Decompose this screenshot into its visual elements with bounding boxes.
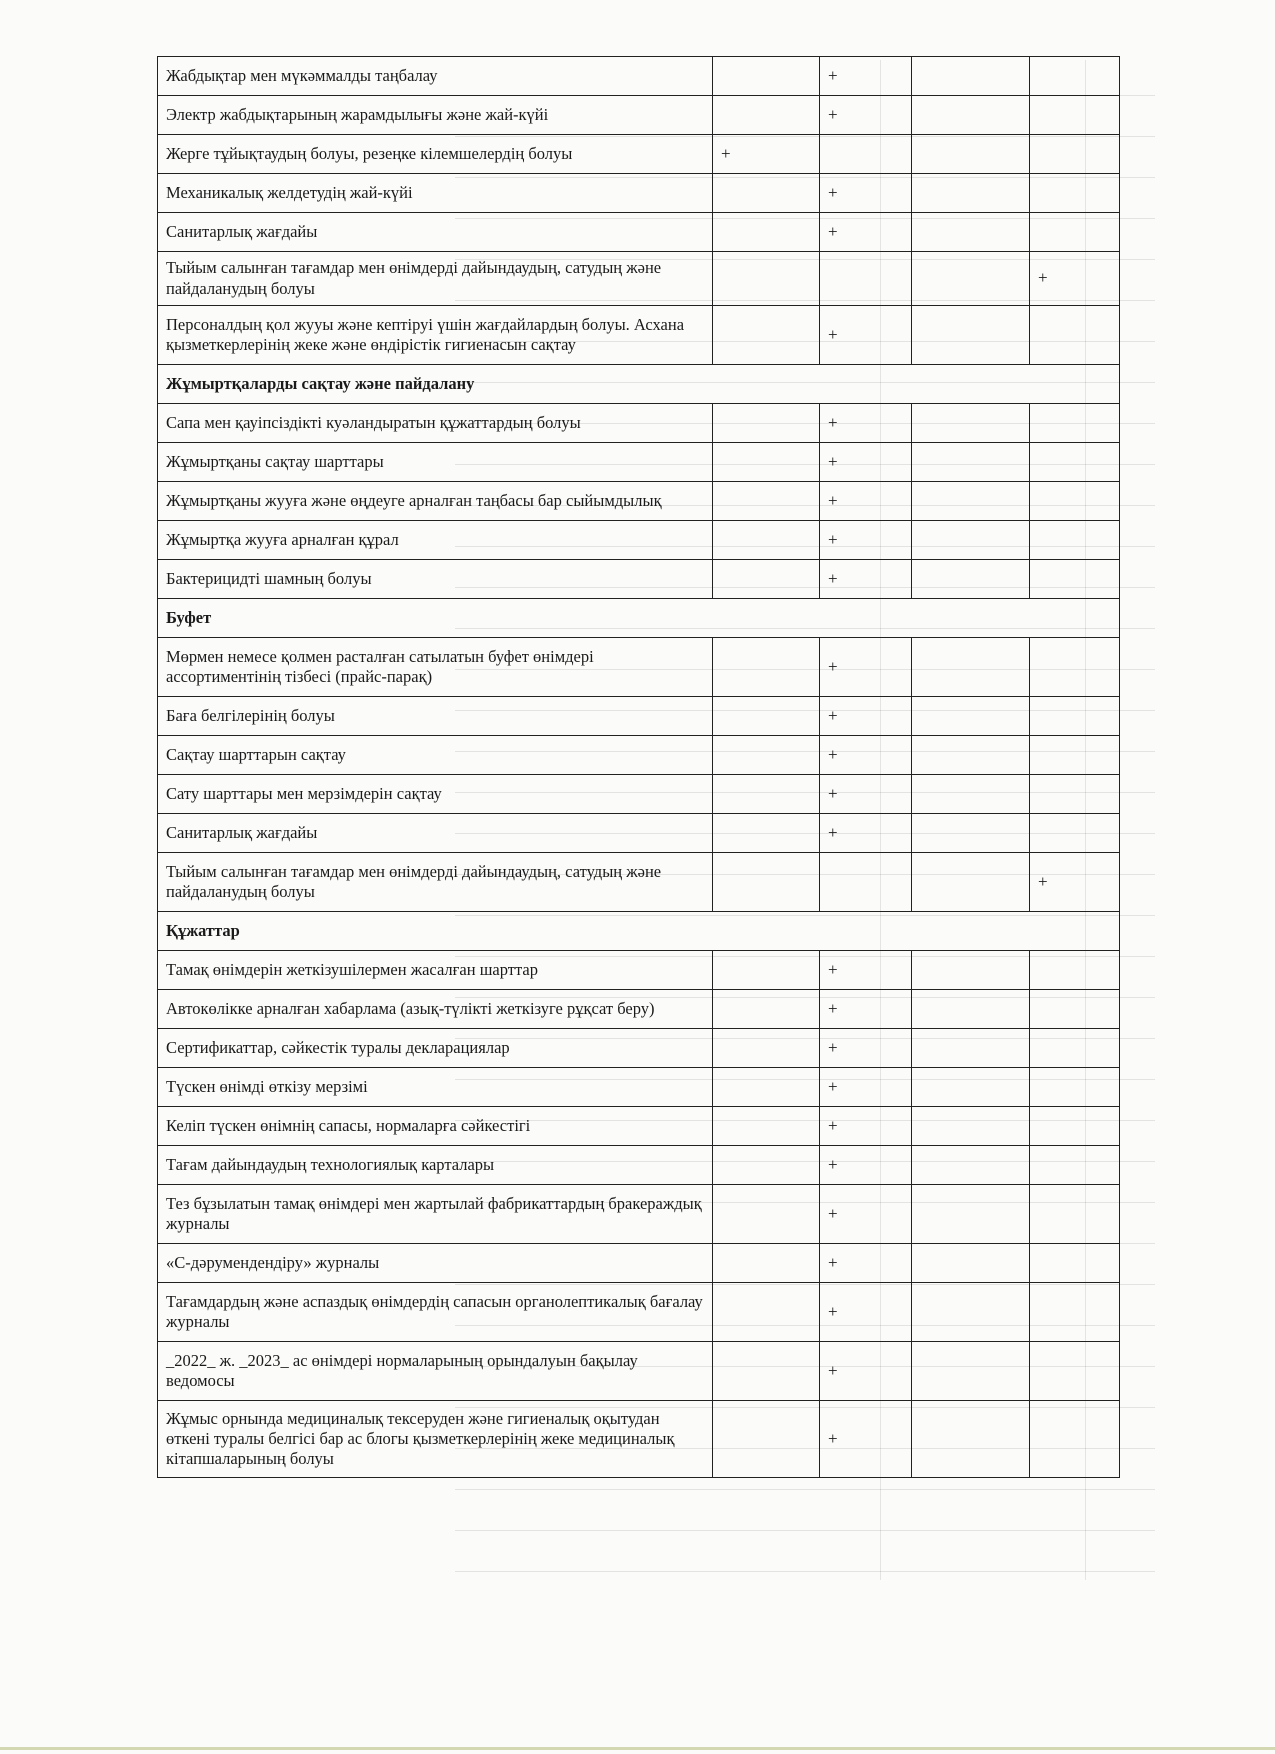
assessment-mark-c4 (1030, 736, 1120, 775)
requirement-label: Санитарлық жағдайы (158, 814, 713, 853)
assessment-mark-c4 (1030, 814, 1120, 853)
assessment-mark-c3 (912, 1107, 1030, 1146)
assessment-mark-c3 (912, 1029, 1030, 1068)
assessment-mark-c3 (912, 1342, 1030, 1401)
requirement-label: Баға белгілерінің болуы (158, 697, 713, 736)
assessment-mark-c2: + (820, 306, 912, 365)
requirement-label: Механикалық желдетудің жай-күйі (158, 174, 713, 213)
assessment-mark-c4 (1030, 96, 1120, 135)
requirement-label: Сату шарттары мен мерзімдерін сақтау (158, 775, 713, 814)
assessment-mark-c4 (1030, 443, 1120, 482)
requirement-label: Жұмыс орнында медициналық тексеруден және гигиеналық оқытудан өткені туралы белгісі бар ас блогы қызметкерлерінің жеке медициналық кітапшаларының болуы (158, 1401, 713, 1478)
assessment-mark-c3 (912, 1244, 1030, 1283)
assessment-mark-c3 (912, 638, 1030, 697)
requirement-label: Жабдықтар мен мүкәммалды таңбалау (158, 57, 713, 96)
checklist-row (158, 1068, 1120, 1107)
assessment-mark-c2: + (820, 1342, 912, 1401)
assessment-mark-c2: + (820, 697, 912, 736)
assessment-mark-c1 (713, 1401, 820, 1478)
assessment-mark-c3 (912, 1146, 1030, 1185)
assessment-mark-c3 (912, 213, 1030, 252)
assessment-mark-c1 (713, 1068, 820, 1107)
assessment-mark-c1 (713, 443, 820, 482)
requirement-label: Жұмыртқаны жууға және өңдеуге арналған таңбасы бар сыйымдылық (158, 482, 713, 521)
assessment-mark-c1 (713, 482, 820, 521)
assessment-mark-c1 (713, 990, 820, 1029)
assessment-mark-c4 (1030, 135, 1120, 174)
assessment-mark-c3 (912, 174, 1030, 213)
assessment-mark-c4 (1030, 404, 1120, 443)
requirement-label: Мөрмен немесе қолмен расталған сатылатын буфет өнімдері ассортиментінің тізбесі (прайс-парақ) (158, 638, 713, 697)
section-header-buffet (158, 599, 1120, 638)
assessment-mark-c4 (1030, 1401, 1120, 1478)
requirement-label: Тыйым салынған тағамдар мен өнімдерді дайындаудың, сатудың және пайдаланудың болуы (158, 252, 713, 306)
assessment-mark-c4 (1030, 1342, 1120, 1401)
checklist-row (158, 404, 1120, 443)
assessment-mark-c1 (713, 1185, 820, 1244)
assessment-mark-c1: + (713, 135, 820, 174)
assessment-mark-c2: + (820, 96, 912, 135)
assessment-mark-c1 (713, 252, 820, 306)
checklist-row (158, 736, 1120, 775)
checklist-row (158, 213, 1120, 252)
requirement-label: Санитарлық жағдайы (158, 213, 713, 252)
assessment-mark-c2: + (820, 1029, 912, 1068)
checklist-row (158, 1342, 1120, 1401)
requirement-label: Тағамдардың және аспаздық өнімдердің сапасын органолептикалық бағалау журналы (158, 1283, 713, 1342)
assessment-mark-c2: + (820, 521, 912, 560)
requirement-label: Электр жабдықтарының жарамдылығы және жай-күйі (158, 96, 713, 135)
requirement-label: Сапа мен қауіпсіздікті куәландыратын құжаттардың болуы (158, 404, 713, 443)
assessment-mark-c1 (713, 306, 820, 365)
assessment-mark-c2 (820, 252, 912, 306)
checklist-row (158, 697, 1120, 736)
requirement-label: Тағам дайындаудың технологиялық карталары (158, 1146, 713, 1185)
assessment-mark-c2: + (820, 638, 912, 697)
requirement-label: _2022_ ж. _2023_ ас өнімдері нормаларының орындалуын бақылау ведомосы (158, 1342, 713, 1401)
assessment-mark-c4 (1030, 1029, 1120, 1068)
assessment-mark-c4 (1030, 1283, 1120, 1342)
assessment-mark-c1 (713, 521, 820, 560)
assessment-mark-c1 (713, 814, 820, 853)
checklist-row (158, 1146, 1120, 1185)
assessment-mark-c1 (713, 1244, 820, 1283)
assessment-mark-c4 (1030, 697, 1120, 736)
assessment-mark-c2: + (820, 57, 912, 96)
assessment-mark-c3 (912, 697, 1030, 736)
assessment-mark-c3 (912, 560, 1030, 599)
requirement-label: Тамақ өнімдерін жеткізушілермен жасалған шарттар (158, 951, 713, 990)
assessment-mark-c1 (713, 951, 820, 990)
checklist-row (158, 96, 1120, 135)
requirement-label: Жұмыртқа жууға арналған құрал (158, 521, 713, 560)
assessment-mark-c2: + (820, 174, 912, 213)
assessment-mark-c3 (912, 135, 1030, 174)
checklist-row (158, 1283, 1120, 1342)
checklist-row (158, 1107, 1120, 1146)
assessment-mark-c4: + (1030, 252, 1120, 306)
section-header-eggs (158, 365, 1120, 404)
assessment-mark-c1 (713, 96, 820, 135)
assessment-mark-c3 (912, 482, 1030, 521)
assessment-mark-c4 (1030, 306, 1120, 365)
requirement-label: Жерге тұйықтаудың болуы, резеңке кілемшелердің болуы (158, 135, 713, 174)
requirement-label: Түскен өнімді өткізу мерзімі (158, 1068, 713, 1107)
assessment-mark-c4 (1030, 174, 1120, 213)
scan-edge (0, 1747, 1275, 1750)
assessment-mark-c3 (912, 1283, 1030, 1342)
assessment-mark-c1 (713, 1146, 820, 1185)
assessment-mark-c4 (1030, 638, 1120, 697)
assessment-mark-c1 (713, 1342, 820, 1401)
assessment-mark-c3 (912, 252, 1030, 306)
checklist-row (158, 951, 1120, 990)
assessment-mark-c3 (912, 1185, 1030, 1244)
checklist-row (158, 775, 1120, 814)
checklist-row (158, 638, 1120, 697)
assessment-mark-c1 (713, 57, 820, 96)
requirement-label: Сертификаттар, сәйкестік туралы декларациялар (158, 1029, 713, 1068)
assessment-mark-c3 (912, 990, 1030, 1029)
assessment-mark-c1 (713, 560, 820, 599)
assessment-mark-c1 (713, 697, 820, 736)
assessment-mark-c3 (912, 736, 1030, 775)
assessment-mark-c3 (912, 521, 1030, 560)
requirement-label: Персоналдың қол жууы және кептіруі үшін жағдайлардың болуы. Асхана қызметкерлерінің жеке және өндірістік гигиенасын сақтау (158, 306, 713, 365)
assessment-mark-c2: + (820, 1146, 912, 1185)
assessment-mark-c2: + (820, 1185, 912, 1244)
assessment-mark-c2: + (820, 736, 912, 775)
assessment-mark-c4 (1030, 990, 1120, 1029)
assessment-mark-c1 (713, 174, 820, 213)
assessment-mark-c3 (912, 853, 1030, 912)
assessment-mark-c2: + (820, 213, 912, 252)
requirement-label: Тез бұзылатын тамақ өнімдері мен жартылай фабрикаттардың бракераждық журналы (158, 1185, 713, 1244)
assessment-mark-c2: + (820, 814, 912, 853)
assessment-mark-c1 (713, 1107, 820, 1146)
assessment-mark-c2 (820, 135, 912, 174)
assessment-mark-c4 (1030, 213, 1120, 252)
assessment-mark-c1 (713, 213, 820, 252)
requirement-label: Келіп түскен өнімнің сапасы, нормаларға сәйкестігі (158, 1107, 713, 1146)
assessment-mark-c3 (912, 57, 1030, 96)
assessment-mark-c4 (1030, 482, 1120, 521)
checklist-row (158, 1401, 1120, 1478)
section-title: Жұмыртқаларды сақтау және пайдалану (158, 365, 1120, 404)
assessment-mark-c2: + (820, 482, 912, 521)
checklist-row (158, 1029, 1120, 1068)
assessment-mark-c4 (1030, 521, 1120, 560)
checklist-row (158, 990, 1120, 1029)
checklist-row (158, 814, 1120, 853)
assessment-mark-c2: + (820, 990, 912, 1029)
checklist-row (158, 1185, 1120, 1244)
assessment-mark-c2: + (820, 443, 912, 482)
checklist-row (158, 853, 1120, 912)
assessment-mark-c4 (1030, 1107, 1120, 1146)
inspection-checklist-table (157, 56, 1120, 1478)
checklist-row (158, 174, 1120, 213)
section-header-documents (158, 912, 1120, 951)
assessment-mark-c3 (912, 1068, 1030, 1107)
assessment-mark-c3 (912, 814, 1030, 853)
assessment-mark-c1 (713, 404, 820, 443)
assessment-mark-c2 (820, 853, 912, 912)
assessment-mark-c3 (912, 951, 1030, 990)
assessment-mark-c3 (912, 404, 1030, 443)
assessment-mark-c1 (713, 1283, 820, 1342)
assessment-mark-c2: + (820, 1244, 912, 1283)
assessment-mark-c4 (1030, 560, 1120, 599)
assessment-mark-c3 (912, 306, 1030, 365)
assessment-mark-c3 (912, 96, 1030, 135)
checklist-row (158, 135, 1120, 174)
requirement-label: Жұмыртқаны сақтау шарттары (158, 443, 713, 482)
assessment-mark-c2: + (820, 1068, 912, 1107)
assessment-mark-c1 (713, 736, 820, 775)
assessment-mark-c2: + (820, 1283, 912, 1342)
assessment-mark-c3 (912, 443, 1030, 482)
checklist-row (158, 482, 1120, 521)
checklist-row (158, 57, 1120, 96)
checklist-row (158, 306, 1120, 365)
assessment-mark-c3 (912, 775, 1030, 814)
requirement-label: Сақтау шарттарын сақтау (158, 736, 713, 775)
checklist-row (158, 443, 1120, 482)
assessment-mark-c2: + (820, 951, 912, 990)
assessment-mark-c1 (713, 638, 820, 697)
assessment-mark-c4 (1030, 1185, 1120, 1244)
assessment-mark-c3 (912, 1401, 1030, 1478)
checklist-row (158, 560, 1120, 599)
assessment-mark-c2: + (820, 404, 912, 443)
assessment-mark-c1 (713, 1029, 820, 1068)
assessment-mark-c2: + (820, 1401, 912, 1478)
assessment-mark-c4 (1030, 1146, 1120, 1185)
requirement-label: Тыйым салынған тағамдар мен өнімдерді дайындаудың, сатудың және пайдаланудың болуы (158, 853, 713, 912)
section-title: Құжаттар (158, 912, 1120, 951)
assessment-mark-c2: + (820, 560, 912, 599)
assessment-mark-c4 (1030, 57, 1120, 96)
checklist-row (158, 521, 1120, 560)
assessment-mark-c4 (1030, 1244, 1120, 1283)
checklist-row (158, 1244, 1120, 1283)
assessment-mark-c4 (1030, 1068, 1120, 1107)
assessment-mark-c2: + (820, 775, 912, 814)
assessment-mark-c1 (713, 853, 820, 912)
assessment-mark-c4 (1030, 775, 1120, 814)
checklist-row (158, 252, 1120, 306)
assessment-mark-c4: + (1030, 853, 1120, 912)
assessment-mark-c4 (1030, 951, 1120, 990)
assessment-mark-c2: + (820, 1107, 912, 1146)
requirement-label: Автокөлікке арналған хабарлама (азық-түлікті жеткізуге рұқсат беру) (158, 990, 713, 1029)
assessment-mark-c1 (713, 775, 820, 814)
requirement-label: Бактерицидті шамның болуы (158, 560, 713, 599)
requirement-label: «С-дәрумендендіру» журналы (158, 1244, 713, 1283)
section-title: Буфет (158, 599, 1120, 638)
